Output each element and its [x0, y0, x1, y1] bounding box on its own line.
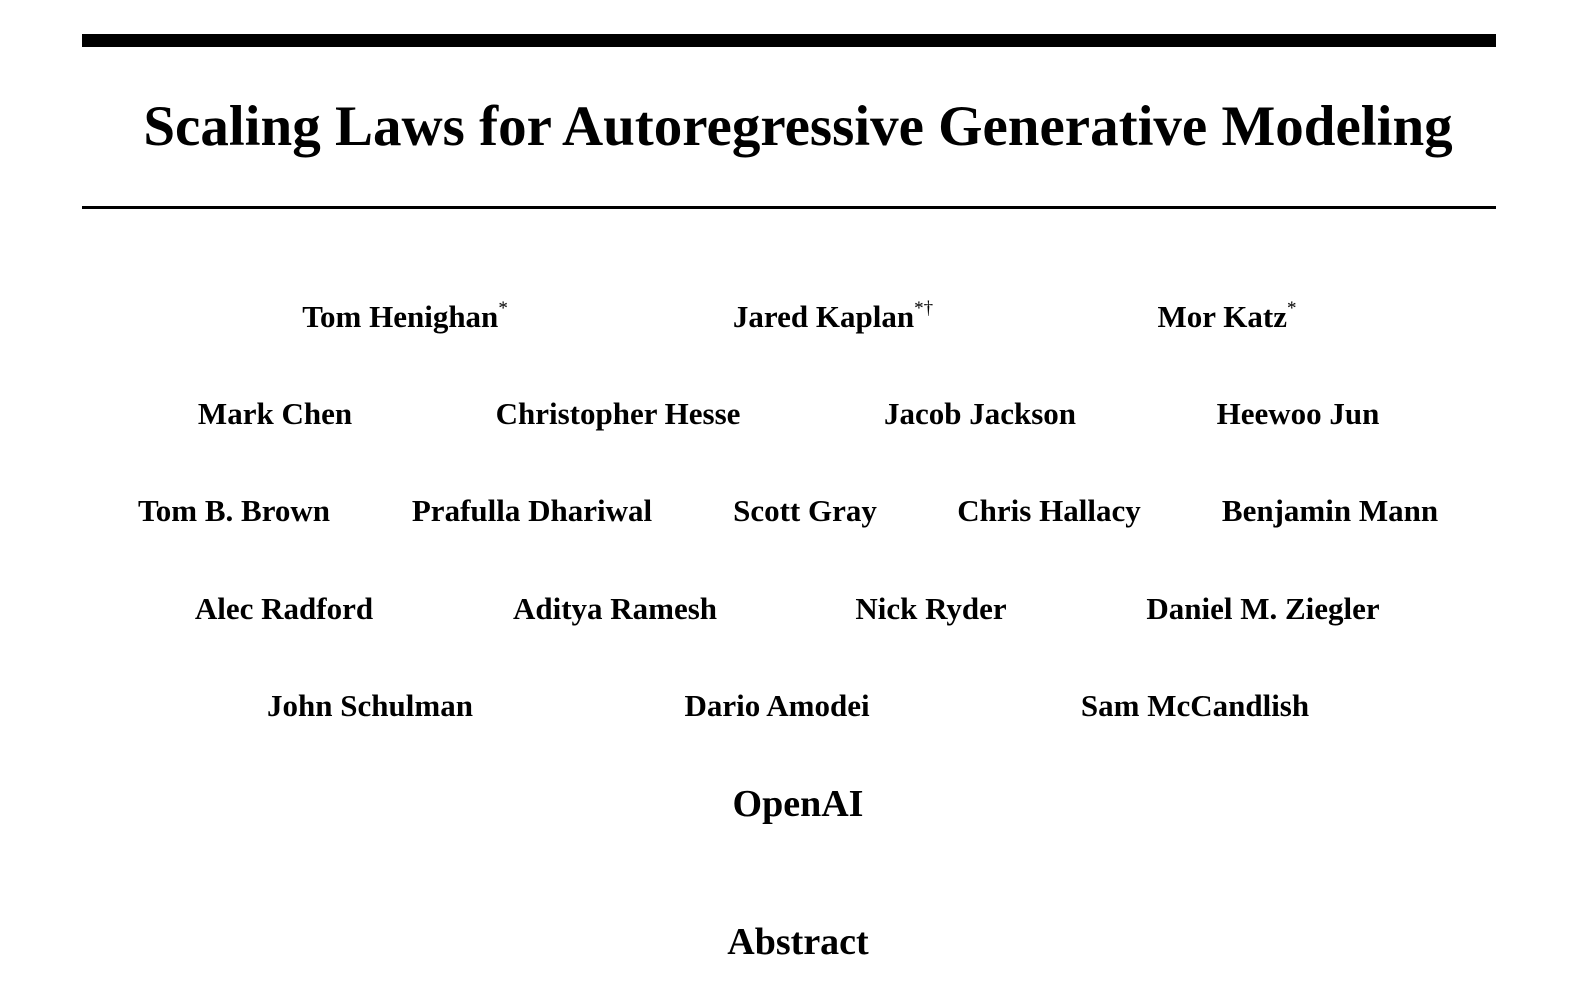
- author-name: Mark Chen: [197, 396, 353, 431]
- author-footnote-mark: *: [1286, 297, 1297, 319]
- author-footnote-mark: *: [498, 297, 508, 319]
- author-name: John Schulman: [267, 688, 473, 723]
- author-name: Benjamin Mann: [1221, 493, 1439, 528]
- author-name: Dario Amodei: [684, 688, 870, 723]
- author-name: Christopher Hesse: [495, 396, 741, 431]
- author-name: Jared Kaplan*†: [732, 297, 934, 334]
- author-name: Sam McCandlish: [1080, 688, 1310, 723]
- affiliation: OpenAI: [732, 783, 864, 825]
- author-name: Tom Henighan*: [302, 297, 508, 334]
- paper-title: Scaling Laws for Autoregressive Generative Modeling: [143, 95, 1453, 158]
- author-name: Aditya Ramesh: [512, 591, 718, 626]
- author-name: Chris Hallacy: [957, 493, 1141, 528]
- author-name: Prafulla Dhariwal: [411, 493, 653, 528]
- author-footnote-mark: *†: [914, 297, 934, 319]
- author-name: Heewoo Jun: [1216, 396, 1380, 431]
- abstract-heading: Abstract: [727, 921, 869, 963]
- author-name: Alec Radford: [194, 591, 374, 626]
- author-name: Daniel M. Ziegler: [1146, 591, 1380, 626]
- author-name: Mor Katz*: [1157, 297, 1297, 334]
- title-bottom-rule: [82, 206, 1496, 209]
- author-name: Jacob Jackson: [883, 396, 1077, 431]
- author-name: Tom B. Brown: [137, 493, 331, 528]
- author-name: Scott Gray: [733, 493, 877, 528]
- title-top-rule: [82, 34, 1496, 47]
- author-name: Nick Ryder: [855, 591, 1007, 626]
